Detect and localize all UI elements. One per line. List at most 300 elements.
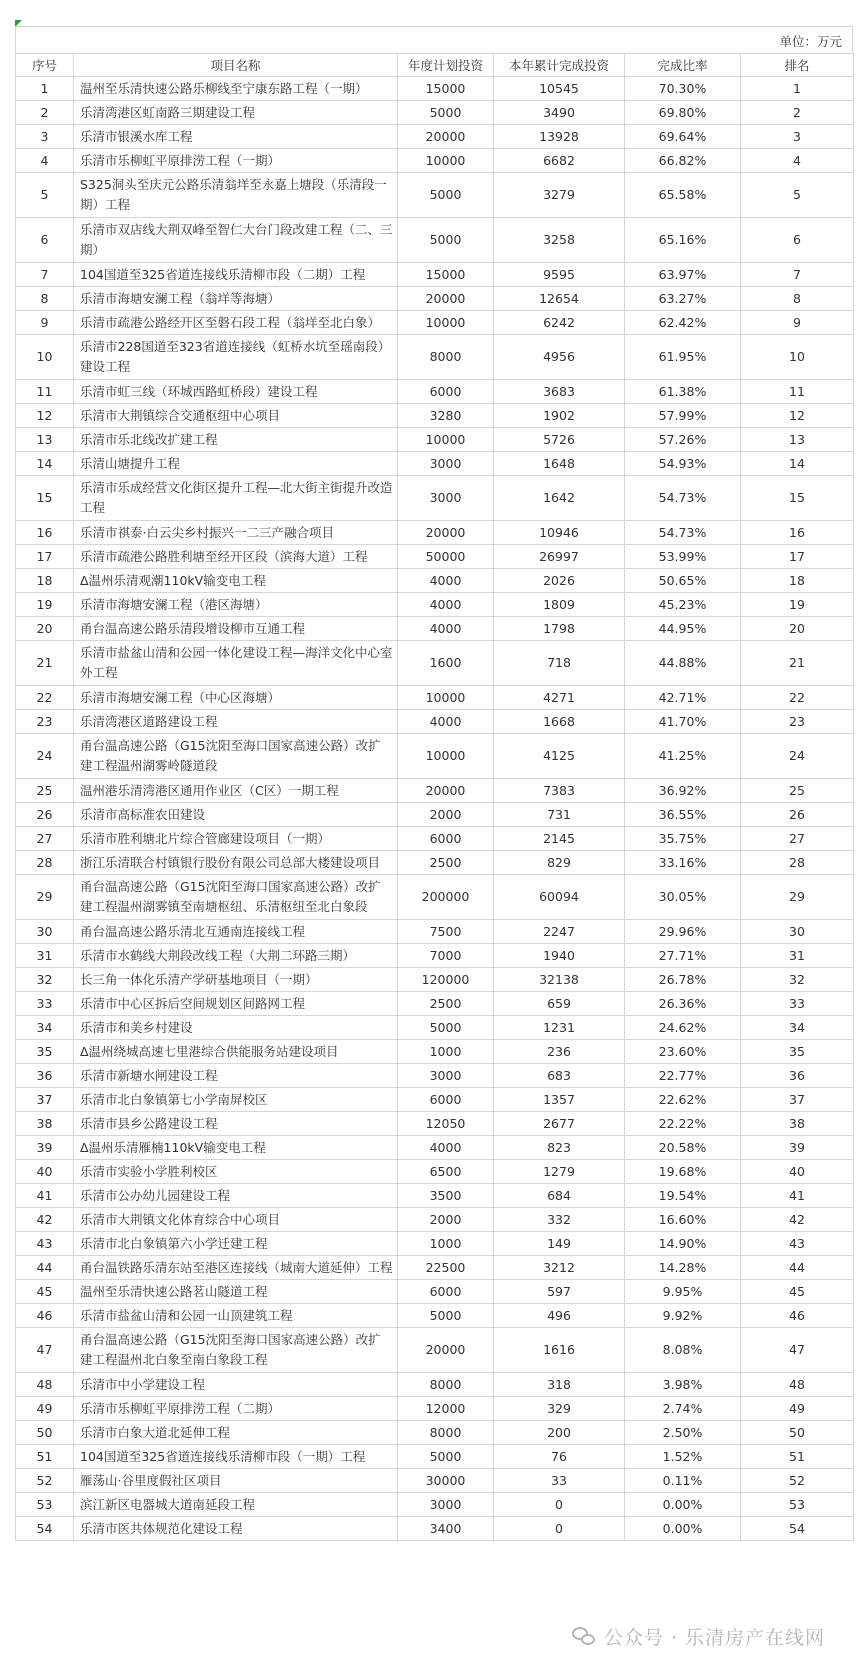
project-name: 温州港乐清湾港区通用作业区（C区）一期工程 [74,779,398,803]
completion-rate: 27.71% [625,944,741,968]
rank: 11 [741,380,854,404]
project-name: 乐清市北白象镇第六小学迁建工程 [74,1232,398,1256]
rank: 10 [741,335,854,380]
cumulative-investment: 329 [494,1397,625,1421]
row-index: 39 [16,1136,74,1160]
row-index: 52 [16,1469,74,1493]
project-name: 雁荡山·谷里度假社区项目 [74,1469,398,1493]
rank: 36 [741,1064,854,1088]
rank: 51 [741,1445,854,1469]
project-name: 乐清市双店线大荆双峰至智仁大台门段改建工程（二、三期） [74,218,398,263]
project-name: 乐清市盐盆山清和公园一体化建设工程—海洋文化中心室外工程 [74,641,398,686]
project-name: 乐清市县乡公路建设工程 [74,1112,398,1136]
cumulative-investment: 731 [494,803,625,827]
completion-rate: 61.38% [625,380,741,404]
table-row [16,827,854,851]
annual-plan: 20000 [398,287,494,311]
cumulative-investment: 3490 [494,101,625,125]
annual-plan: 5000 [398,1016,494,1040]
completion-rate: 35.75% [625,827,741,851]
rank: 37 [741,1088,854,1112]
rank: 13 [741,428,854,452]
completion-rate: 62.42% [625,311,741,335]
annual-plan: 3000 [398,1064,494,1088]
rank: 9 [741,311,854,335]
table-row [16,218,854,263]
cumulative-investment: 10946 [494,521,625,545]
table-row [16,1016,854,1040]
table-row [16,875,854,920]
completion-rate: 65.16% [625,218,741,263]
annual-plan: 3000 [398,452,494,476]
project-name: 乐清市盐盆山清和公园一山顶建筑工程 [74,1304,398,1328]
completion-rate: 54.73% [625,521,741,545]
table-row [16,452,854,476]
row-index: 27 [16,827,74,851]
completion-rate: 26.78% [625,968,741,992]
completion-rate: 30.05% [625,875,741,920]
cumulative-investment: 496 [494,1304,625,1328]
annual-plan: 3500 [398,1184,494,1208]
completion-rate: 41.70% [625,710,741,734]
rank: 34 [741,1016,854,1040]
row-index: 16 [16,521,74,545]
rank: 23 [741,710,854,734]
cumulative-investment: 1809 [494,593,625,617]
project-name: 乐清市中心区拆后空间规划区间路网工程 [74,992,398,1016]
annual-plan: 1000 [398,1232,494,1256]
cumulative-investment: 32138 [494,968,625,992]
cumulative-investment: 2026 [494,569,625,593]
cumulative-investment: 597 [494,1280,625,1304]
table-row [16,335,854,380]
table-row [16,173,854,218]
cumulative-investment: 26997 [494,545,625,569]
rank: 30 [741,920,854,944]
project-name: 乐清市银溪水库工程 [74,125,398,149]
row-index: 36 [16,1064,74,1088]
annual-plan: 15000 [398,77,494,101]
cumulative-investment: 149 [494,1232,625,1256]
table-row [16,125,854,149]
cumulative-investment: 718 [494,641,625,686]
table-body [16,77,854,1541]
table-row [16,1136,854,1160]
completion-rate: 36.55% [625,803,741,827]
completion-rate: 2.50% [625,1421,741,1445]
cumulative-investment: 4271 [494,686,625,710]
completion-rate: 70.30% [625,77,741,101]
annual-plan: 6000 [398,1280,494,1304]
row-index: 2 [16,101,74,125]
project-name: 滨江新区电器城大道南延段工程 [74,1493,398,1517]
cumulative-investment: 1798 [494,617,625,641]
cumulative-investment: 1940 [494,944,625,968]
cumulative-investment: 1642 [494,476,625,521]
row-index: 22 [16,686,74,710]
project-name: 乐清市新塘水闸建设工程 [74,1064,398,1088]
rank: 16 [741,521,854,545]
completion-rate: 63.27% [625,287,741,311]
row-index: 3 [16,125,74,149]
project-name: 104国道至325省道连接线乐清柳市段（二期）工程 [74,263,398,287]
completion-rate: 63.97% [625,263,741,287]
rank: 12 [741,404,854,428]
project-name: 104国道至325省道连接线乐清柳市段（一期）工程 [74,1445,398,1469]
completion-rate: 23.60% [625,1040,741,1064]
completion-rate: 53.99% [625,545,741,569]
annual-plan: 4000 [398,710,494,734]
annual-plan: 6500 [398,1160,494,1184]
rank: 43 [741,1232,854,1256]
completion-rate: 22.22% [625,1112,741,1136]
annual-plan: 50000 [398,545,494,569]
cumulative-investment: 6682 [494,149,625,173]
project-name: 乐清市和美乡村建设 [74,1016,398,1040]
table-row [16,734,854,779]
row-index: 43 [16,1232,74,1256]
cumulative-investment: 6242 [494,311,625,335]
annual-plan: 30000 [398,1469,494,1493]
annual-plan: 3400 [398,1517,494,1541]
rank: 4 [741,149,854,173]
row-index: 32 [16,968,74,992]
completion-rate: 19.68% [625,1160,741,1184]
project-name: 乐清市228国道至323省道连接线（虹桥水坑至瑶南段）建设工程 [74,335,398,380]
table-row [16,149,854,173]
completion-rate: 50.65% [625,569,741,593]
row-index: 13 [16,428,74,452]
rank: 1 [741,77,854,101]
row-index: 11 [16,380,74,404]
document-frame [15,20,853,1660]
project-name: 长三角一体化乐清产学研基地项目（一期） [74,968,398,992]
project-name: 乐清市中小学建设工程 [74,1373,398,1397]
completion-rate: 9.95% [625,1280,741,1304]
rank: 33 [741,992,854,1016]
project-name: 乐清市水鹤线大荆段改线工程（大荆二环路三期） [74,944,398,968]
project-name: S325洞头至庆元公路乐清翁垟至永嘉上塘段（乐清段一期）工程 [74,173,398,218]
annual-plan: 8000 [398,335,494,380]
completion-rate: 20.58% [625,1136,741,1160]
cumulative-investment: 1616 [494,1328,625,1373]
rank: 44 [741,1256,854,1280]
table-row [16,1064,854,1088]
table-row [16,641,854,686]
table-row [16,1421,854,1445]
table-row [16,1328,854,1373]
table-row [16,1493,854,1517]
table-row [16,1040,854,1064]
row-index: 17 [16,545,74,569]
completion-rate: 66.82% [625,149,741,173]
row-index: 4 [16,149,74,173]
cumulative-investment: 2677 [494,1112,625,1136]
project-name: 乐清市疏港公路胜利塘至经开区段（滨海大道）工程 [74,545,398,569]
annual-plan: 12050 [398,1112,494,1136]
project-name: 乐清市海塘安澜工程（中心区海塘） [74,686,398,710]
rank: 52 [741,1469,854,1493]
project-name: 乐清市疏港公路经开区至磐石段工程（翁垟至北白象） [74,311,398,335]
annual-plan: 20000 [398,779,494,803]
rank: 54 [741,1517,854,1541]
cumulative-investment: 1279 [494,1160,625,1184]
completion-rate: 14.90% [625,1232,741,1256]
rank: 7 [741,263,854,287]
completion-rate: 42.71% [625,686,741,710]
annual-plan: 20000 [398,125,494,149]
rank: 28 [741,851,854,875]
cumulative-investment: 33 [494,1469,625,1493]
annual-plan: 1600 [398,641,494,686]
table-row [16,1160,854,1184]
rank: 25 [741,779,854,803]
table-row [16,1469,854,1493]
row-index: 6 [16,218,74,263]
completion-rate: 8.08% [625,1328,741,1373]
unit-label: 单位：万元 [779,34,842,49]
row-index: 48 [16,1373,74,1397]
header-rank: 排名 [741,54,854,77]
project-name: 乐清市海塘安澜工程（翁垟等海塘） [74,287,398,311]
annual-plan: 2500 [398,851,494,875]
row-index: 20 [16,617,74,641]
cumulative-investment: 13928 [494,125,625,149]
table-row [16,428,854,452]
table-row [16,1373,854,1397]
completion-rate: 36.92% [625,779,741,803]
rank: 6 [741,218,854,263]
completion-rate: 16.60% [625,1208,741,1232]
cumulative-investment: 2145 [494,827,625,851]
project-name: 乐清市实验小学胜利校区 [74,1160,398,1184]
rank: 5 [741,173,854,218]
table-row [16,710,854,734]
rank: 2 [741,101,854,125]
unit-row [15,26,853,54]
project-name: Δ温州乐清雁楠110kV输变电工程 [74,1136,398,1160]
rank: 35 [741,1040,854,1064]
rank: 15 [741,476,854,521]
completion-rate: 19.54% [625,1184,741,1208]
cumulative-investment: 0 [494,1517,625,1541]
annual-plan: 6000 [398,1088,494,1112]
rank: 38 [741,1112,854,1136]
completion-rate: 69.80% [625,101,741,125]
header-cumulative: 本年累计完成投资 [494,54,625,77]
annual-plan: 3000 [398,476,494,521]
project-name: 甬台温高速公路（G15沈阳至海口国家高速公路）改扩建工程温州湖雾岭隧道段 [74,734,398,779]
cumulative-investment: 3279 [494,173,625,218]
table-row [16,803,854,827]
row-index: 24 [16,734,74,779]
annual-plan: 5000 [398,218,494,263]
annual-plan: 2500 [398,992,494,1016]
table-row [16,545,854,569]
completion-rate: 54.93% [625,452,741,476]
row-index: 10 [16,335,74,380]
project-name: 浙江乐清联合村镇银行股份有限公司总部大楼建设项目 [74,851,398,875]
cumulative-investment: 76 [494,1445,625,1469]
completion-rate: 26.36% [625,992,741,1016]
table-row [16,686,854,710]
row-index: 12 [16,404,74,428]
investment-table [15,53,854,1541]
table-row [16,404,854,428]
table-row [16,1112,854,1136]
cumulative-investment: 12654 [494,287,625,311]
project-name: 乐清湾港区虹南路三期建设工程 [74,101,398,125]
project-name: 乐清市虹三线（环城西路虹桥段）建设工程 [74,380,398,404]
row-index: 25 [16,779,74,803]
cumulative-investment: 1231 [494,1016,625,1040]
annual-plan: 2000 [398,1208,494,1232]
row-index: 44 [16,1256,74,1280]
cumulative-investment: 10545 [494,77,625,101]
project-name: 乐清市乐北线改扩建工程 [74,428,398,452]
annual-plan: 7000 [398,944,494,968]
cumulative-investment: 659 [494,992,625,1016]
row-index: 5 [16,173,74,218]
watermark [572,1623,825,1650]
rank: 18 [741,569,854,593]
project-name: Δ温州乐清观潮110kV输变电工程 [74,569,398,593]
annual-plan: 8000 [398,1373,494,1397]
completion-rate: 29.96% [625,920,741,944]
rank: 27 [741,827,854,851]
cumulative-investment: 5726 [494,428,625,452]
project-name: 乐清市大荆镇文化体育综合中心项目 [74,1208,398,1232]
table-row [16,920,854,944]
completion-rate: 22.62% [625,1088,741,1112]
rank: 32 [741,968,854,992]
row-index: 31 [16,944,74,968]
annual-plan: 1000 [398,1040,494,1064]
annual-plan: 22500 [398,1256,494,1280]
project-name: 甬台温高速公路乐清段增设柳市互通工程 [74,617,398,641]
table-row [16,1184,854,1208]
table-row [16,1208,854,1232]
rank: 53 [741,1493,854,1517]
header-annual-plan: 年度计划投资 [398,54,494,77]
annual-plan: 120000 [398,968,494,992]
annual-plan: 8000 [398,1421,494,1445]
annual-plan: 2000 [398,803,494,827]
row-index: 29 [16,875,74,920]
completion-rate: 57.99% [625,404,741,428]
row-index: 1 [16,77,74,101]
table-header-row [16,54,854,77]
completion-rate: 54.73% [625,476,741,521]
table-row [16,1517,854,1541]
table-row [16,1445,854,1469]
cumulative-investment: 318 [494,1373,625,1397]
row-index: 46 [16,1304,74,1328]
rank: 45 [741,1280,854,1304]
annual-plan: 3280 [398,404,494,428]
project-name: 乐清市乐成经营文化街区提升工程—北大街主街提升改造工程 [74,476,398,521]
table-row [16,569,854,593]
annual-plan: 7500 [398,920,494,944]
project-name: 乐清市胜利塘北片综合管廊建设项目（一期） [74,827,398,851]
table-row [16,476,854,521]
completion-rate: 69.64% [625,125,741,149]
project-name: 温州至乐清快速公路乐柳线至宁康东路工程（一期） [74,77,398,101]
project-name: 乐清市公办幼儿园建设工程 [74,1184,398,1208]
completion-rate: 45.23% [625,593,741,617]
row-index: 30 [16,920,74,944]
cumulative-investment: 200 [494,1421,625,1445]
cumulative-investment: 3212 [494,1256,625,1280]
completion-rate: 61.95% [625,335,741,380]
table-row [16,287,854,311]
rank: 19 [741,593,854,617]
table-row [16,521,854,545]
rank: 46 [741,1304,854,1328]
project-name: 乐清市乐柳虹平原排涝工程（二期） [74,1397,398,1421]
cumulative-investment: 332 [494,1208,625,1232]
annual-plan: 4000 [398,569,494,593]
project-name: 甬台温高速公路（G15沈阳至海口国家高速公路）改扩建工程温州北白象至南白象段工程 [74,1328,398,1373]
rank: 22 [741,686,854,710]
row-index: 38 [16,1112,74,1136]
rank: 21 [741,641,854,686]
completion-rate: 65.58% [625,173,741,218]
rank: 41 [741,1184,854,1208]
completion-rate: 9.92% [625,1304,741,1328]
rank: 42 [741,1208,854,1232]
annual-plan: 10000 [398,311,494,335]
cumulative-investment: 0 [494,1493,625,1517]
cumulative-investment: 3683 [494,380,625,404]
table-row [16,1256,854,1280]
row-index: 15 [16,476,74,521]
cumulative-investment: 683 [494,1064,625,1088]
row-index: 50 [16,1421,74,1445]
row-index: 37 [16,1088,74,1112]
rank: 24 [741,734,854,779]
cumulative-investment: 60094 [494,875,625,920]
rank: 26 [741,803,854,827]
project-name: 甬台温高速公路乐清北互通南连接线工程 [74,920,398,944]
annual-plan: 12000 [398,1397,494,1421]
project-name: 乐清市祺泰·白云尖乡村振兴一二三产融合项目 [74,521,398,545]
annual-plan: 4000 [398,617,494,641]
table-row [16,851,854,875]
row-index: 21 [16,641,74,686]
completion-rate: 57.26% [625,428,741,452]
row-index: 53 [16,1493,74,1517]
rank: 29 [741,875,854,920]
cumulative-investment: 9595 [494,263,625,287]
table-row [16,779,854,803]
completion-rate: 14.28% [625,1256,741,1280]
cumulative-investment: 4125 [494,734,625,779]
rank: 20 [741,617,854,641]
header-project-name: 项目名称 [74,54,398,77]
project-name: 乐清市北白象镇第七小学南屏校区 [74,1088,398,1112]
table-row [16,263,854,287]
table-row [16,380,854,404]
annual-plan: 4000 [398,593,494,617]
completion-rate: 41.25% [625,734,741,779]
table-row [16,968,854,992]
cumulative-investment: 1648 [494,452,625,476]
row-index: 14 [16,452,74,476]
row-index: 7 [16,263,74,287]
annual-plan: 5000 [398,173,494,218]
table-row [16,1232,854,1256]
